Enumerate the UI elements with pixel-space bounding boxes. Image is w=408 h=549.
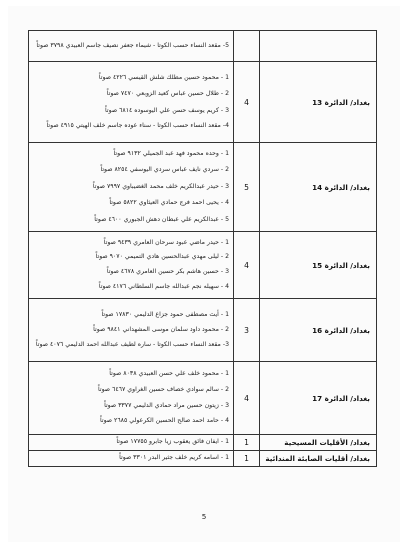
winner-entry: 3- مقعد النساء حسب الكوتا - ساره لطيف عبدالله احمد الدليمي ٤٠٧٦ صوتاً xyxy=(35,340,229,348)
winners-cell xyxy=(29,299,234,362)
winner-entry: 4- مقعد النساء حسب الكوتا - سناء عوده جاسم خلف الهيتي ٤٩١٥ صوتاً xyxy=(46,121,229,129)
winner-entry: 1 - محمود حسين مطلك شلش القيسي ٤٢٢٦ صوتاً xyxy=(98,73,229,81)
winner-entry: 3 - كريم يوسف حسن علي اليوسوده ٦٨١٤ صوتاً xyxy=(105,107,229,114)
winner-entry: 2 - طلال حسين عباس كعيد الزوبعي ٧٤٧٠ صوتاً xyxy=(106,90,229,98)
seats-cell xyxy=(234,31,260,62)
district-cell: بغداد/ الدائرة 15 xyxy=(260,232,377,299)
district-cell: بغداد/ الدائرة 17 xyxy=(260,362,377,435)
winners-cell xyxy=(29,451,234,467)
seats-cell: 3 xyxy=(234,299,260,362)
seats-cell: 4 xyxy=(234,362,260,435)
page-number: 5 xyxy=(201,512,207,521)
district-cell: بغداد/ الدائرة 14 xyxy=(260,143,377,232)
table-row xyxy=(29,299,377,362)
district-cell: بغداد/ أقليات الصابئة المندائية xyxy=(260,451,377,467)
winners-cell xyxy=(29,62,234,143)
seats-cell: 1 xyxy=(234,451,260,467)
winners-cell xyxy=(29,232,234,299)
table-row xyxy=(29,232,377,299)
winner-entry: 1 - ايفان فائق يعقوب زيا جابرو ١٧٧٥٥ صوتاً xyxy=(116,438,229,446)
table-row xyxy=(29,435,377,451)
seats-cell: 4 xyxy=(234,232,260,299)
winner-entry: 2 - سالم سوادي خصاف حسين الغراوي ٦٤٦٧ صوتاً xyxy=(97,385,229,393)
winner-entry: 3 - حيدر عبدالكريم خلف محمد الغضيباوي ٧٩٩٧ صوتاً xyxy=(92,182,229,190)
table-row xyxy=(29,451,377,467)
election-results-table xyxy=(28,30,377,467)
winner-entry: 4 - سهيله نجم عبدالله جاسم السلطاني ٤١٧٦ صوتاً xyxy=(98,282,229,290)
table-row xyxy=(29,62,377,143)
district-cell xyxy=(260,31,377,62)
winner-entry: 1 - أيث مصطفى حمود جزاع الدليمي ١٧٨٣٠ صوتاً xyxy=(101,310,229,318)
document-page xyxy=(8,6,400,542)
winners-cell xyxy=(29,435,234,451)
table-row xyxy=(29,143,377,232)
winner-entry: 1 - حيدر ماضي عبود سرحان العامري ٩٤٣٩ صوتاً xyxy=(103,238,229,246)
winner-entry: 2 - محمود داود سلمان موسى المشهداني ٩٨٤١ صوتاً xyxy=(93,326,229,334)
district-cell: بغداد/ الأقليات المسيحية xyxy=(260,435,377,451)
winner-entry: 4 - حامد احمد صالح الحسين الكرعولي ٢٦٨٥ صوتاً xyxy=(100,417,229,425)
seats-cell: 1 xyxy=(234,435,260,451)
winner-entry: 2 - سردي نايف عباس سردي اليوسفي ٨٢٥٤ صوتاً xyxy=(100,166,229,174)
winner-entry: 4 - يحيى احمد فرج حمادي العيثاوي ٥٨٢٢ صوتاً xyxy=(109,199,229,207)
district-cell: بغداد/ الدائرة 13 xyxy=(260,62,377,143)
seats-cell: 5 xyxy=(234,143,260,232)
winner-entry: 2 - ليلى مهدي عبدالحسين هادي التميمي ٩٠٧٠ صوتاً xyxy=(95,253,229,261)
winners-cell xyxy=(29,31,234,62)
winner-entry: 1 - اسامه كريم خلف جثير البدر ٣٣٠١ صوتاً xyxy=(119,454,229,462)
table-row xyxy=(29,31,377,62)
winners-cell xyxy=(29,362,234,435)
winner-entry: 1 - وحده محمود فهد عبد الجميلي ٩١٣٢ صوتاً xyxy=(113,149,229,157)
winner-entry: 5- مقعد النساء حسب الكوتا - شيماء جعفر نصيف جاسم العبيدي ٣٧٩٨ صوتاً xyxy=(36,41,229,49)
winner-entry: 3 - زيتون حسين مراد حمادي الدليمي ٣٣٧٧ صوتاً xyxy=(104,401,229,409)
seats-cell: 4 xyxy=(234,62,260,143)
winner-entry: 3 - حسين هاشم بكر حسين العامري ٤٦٧٨ صوتاً xyxy=(106,268,229,275)
district-cell: بغداد/ الدائرة 16 xyxy=(260,299,377,362)
table-row xyxy=(29,362,377,435)
winner-entry: 1 - محمود خلف علي حسن العبيدي ٨٠٣٨ صوتاً xyxy=(109,370,229,378)
winners-cell xyxy=(29,143,234,232)
winner-entry: 5 - عبدالكريم علي عبطان دهش الجبوري ٤٦٠٠ صوتاً xyxy=(94,215,229,223)
